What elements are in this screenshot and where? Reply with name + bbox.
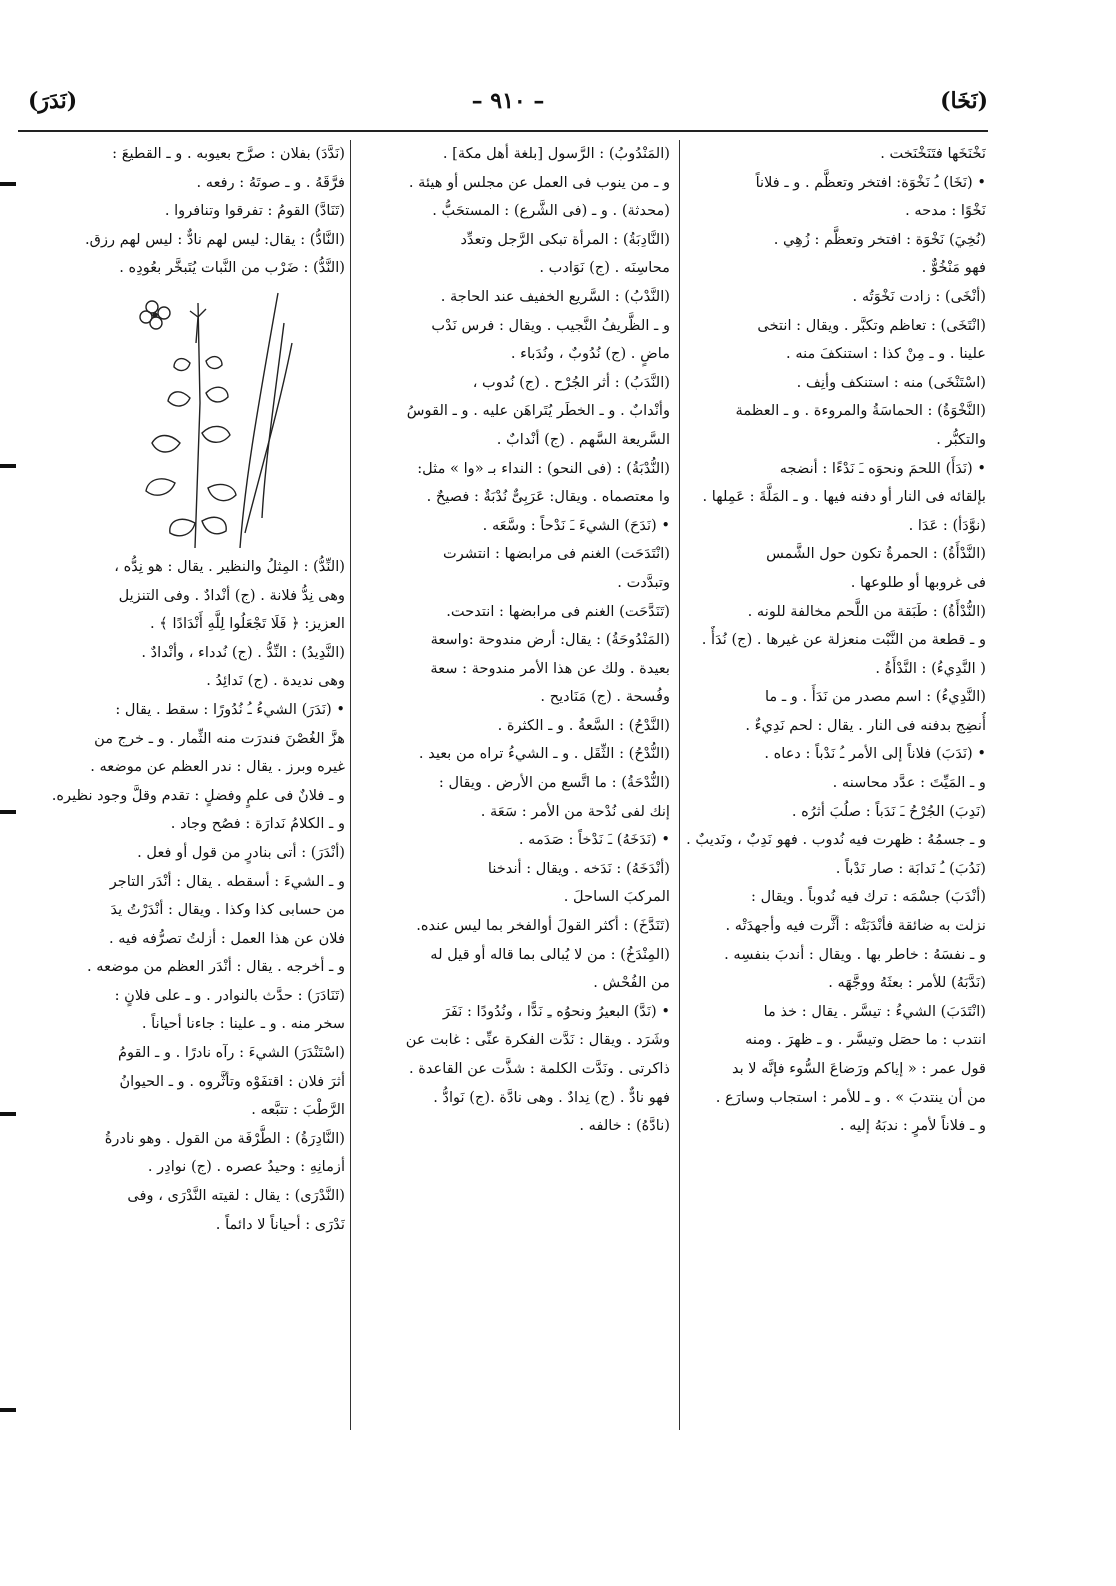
text-line: نَدْرَى : أحياناً لا دائماً . <box>215 1215 345 1233</box>
text-line: • (نَدَحَ) الشيءَ ـَ نَدْحاً : وسَّعَه . <box>482 516 670 534</box>
text-line: من حسابى كذا وكذا . ويقال : أنْدَرْتُ يدَ <box>110 901 345 919</box>
text-line: و ـ أخرجه . يقال : أنْدَر العظم من موضعه . <box>87 958 345 976</box>
margin-mark <box>0 464 16 468</box>
text-line: محاسِنَه . (ج) نَوَادب . <box>539 259 670 277</box>
text-line: وفُسحة . (ج) مَنَاديح . <box>540 688 670 706</box>
text-line: (النُّدْحُ) : الثِّقَل . و ـ الشيءُ تراه من بعيد . <box>418 745 670 763</box>
header-rule <box>18 130 988 132</box>
text-line: وشَرَد . ويقال : نَدَّت الفكرة عنِّى : غابت عن <box>405 1031 670 1049</box>
left-column <box>30 140 345 1239</box>
text-line: السَّريعة السَّهم . (ج) أنْدابٌ . <box>496 430 670 448</box>
text-line: أثرَ فلان : اقتفَوْه وتأثَّروه . و ـ الحيوانُ <box>119 1072 345 1090</box>
text-line: (النَّدْحُ) : السَّعةُ . و ـ الكثرة . <box>497 716 670 734</box>
text-line: (النَّخْوَةُ) : الحماسَةُ والمروءة . و ـ العظمة <box>735 402 986 420</box>
text-line: ( النَّدِيءُ) : النَّدْأَةُ . <box>875 659 986 677</box>
column-divider <box>350 140 351 1430</box>
text-line: (تَنَدَّحَت) الغنم فى مرابضها : انتدحت. <box>446 602 670 620</box>
text-line: (النَّدِيءُ) : اسم مصدر من نَدَأَ . و ـ ما <box>764 688 986 706</box>
text-line: و ـ نفسَهُ : خاطر بها . ويقال : أندبَ بنفسِه . <box>724 945 986 963</box>
text-line: غيره وبرز . يقال : ندر العظم عن موضعه . <box>90 758 345 776</box>
text-line: سخر منه . و ـ علينا : جاءنا أحياناً . <box>141 1015 345 1033</box>
text-line: و ـ فلاناً لأمرٍ : ندبَهُ إليه . <box>839 1117 986 1135</box>
text-line: أُنضِج بدفنه فى النار . يقال : لحم نَدِيءٌ . <box>745 716 986 734</box>
text-line: • (نَدَّ) البعيرُ ونحوُه ـِ نَدًّا ، ونُدُودًا : نَفَرَ <box>442 1002 670 1020</box>
text-line: (المِنْدَخُ) : من لا يُبالى بما قاله أو قيل له <box>430 945 670 963</box>
text-line: (نوَّدَأ) : عَدَا . <box>908 516 986 534</box>
text-line: و ـ الظَّريفُ النَّجيب . ويقال : فرس نَدْب <box>431 316 670 334</box>
text-line: والتكبُّر . <box>936 430 986 448</box>
text-line: (النَّدُّ) : ضَرْب من النَّبات يُتَبخَّر بعُودِه . <box>119 259 345 277</box>
text-line: (انْتَدَحَت) الغنم فى مرابضها : انتشرت <box>443 545 670 563</box>
text-line: فهو نادٌّ . (ج) نِدادٌ . وهى نادَّة .(ج) نَوادُّ . <box>433 1088 670 1106</box>
text-line: (المَنْدُوحَةُ) : يقال: أرض مندوحة :واسعة <box>430 631 670 649</box>
text-line: المركبَ الساحلَ . <box>563 888 670 906</box>
margin-mark <box>0 182 16 186</box>
text-line: (النِّدُّ) : المِثلُ والنظير . يقال : هو نِدُّه ، <box>114 557 345 575</box>
text-line: فرَّقَهُ . و ـ صوتَهُ : رفعه . <box>196 173 345 191</box>
text-line: (اسْتَنْخَى) منه : استنكف وأنِف . <box>796 373 986 391</box>
text-line: بعيدة . ولك عن هذا الأمر مندوحة : سعة <box>430 659 670 677</box>
text-line: نَخْنَخَها فتَنَخْنَخت . <box>880 145 986 162</box>
text-line: (نادَّهُ) : خالفه . <box>579 1117 670 1135</box>
text-line: (النَّدِيدُ) : النِّدُّ . (ج) نُدداء ، وأنْدادٌ . <box>141 643 345 661</box>
page-header <box>18 88 998 128</box>
text-line: (تَنَدَّخَ) : أكثر القولَ أوالفخر بما ليس عنده. <box>416 917 670 935</box>
text-line: ماضٍ . (ج) نُدُوبٌ ، ونُدَباء . <box>510 345 670 363</box>
text-line: • (نَدَبَ) فلاناً إلى الأمر ـُ نَدْباً : دعاه . <box>764 745 986 763</box>
text-line: فهو مَنْخُوٌّ . <box>921 259 986 277</box>
text-line: • (نَخَا) ـُ نَخْوَة: افتخر وتعظَّم . و ـ فلاناً <box>755 173 986 191</box>
text-line: وهى نِدُّ فلانة . (ج) أنْدادٌ . وفى التنزيل <box>118 586 345 604</box>
column-divider <box>679 140 680 1430</box>
text-line: (نَدَّبَهُ) للأمر : بعثَهُ ووجَّهَه . <box>828 974 986 992</box>
text-line: ذاكرتى . ونَدَّت الكلمة : شذَّت عن القاعدة . <box>408 1060 670 1077</box>
text-line: نَخْوًا : مدحه . <box>905 202 986 220</box>
text-line: نزلت به ضائقة فأنْدَبَتْه : أثَّرت فيه وأجهدَتْه . <box>725 917 986 935</box>
text-line: (نَدِبَ) الجُرْحُ ـَ نَدَباً : صلُبَ أثرُه . <box>791 802 986 820</box>
text-line: (انْتَخَى) : تعاظم وتكبَّر . ويقال : انتخى <box>757 316 986 334</box>
header-entry-start: (نَخَا) <box>940 88 988 114</box>
text-line: و ـ الشيءَ : أسقطه . يقال : أنْدَر التاجر <box>109 872 345 890</box>
text-line: (أنْدَخَهُ) : نَدَخه . ويقال : أندخنا <box>487 859 670 877</box>
margin-mark <box>0 1408 16 1412</box>
text-line: و ـ من ينوب فى العمل عن مجلس أو هيئة . <box>408 173 670 191</box>
text-line: فلان عن هذا العمل : أزلتُ تصرُّفه فيه . <box>109 929 345 947</box>
text-line: و ـ فلانٌ فى علمٍ وفضلٍ : تقدم وقلَّ وجود نظيره. <box>51 786 345 804</box>
text-line: • (نَدَخَهُ) ـَ نَدْخاً : صَدَمه . <box>518 831 670 849</box>
text-line: (النَّدْبُ) : السَّريع الخفيف عند الحاجة . <box>440 287 670 305</box>
text-line: (أنْدَرَ) : أتى بنادرٍ من قول أو فعل . <box>137 843 345 861</box>
text-line: و ـ المَيِّتَ : عدَّد محاسنه . <box>832 774 986 792</box>
text-line: انتدب : ما حصَل وتيسَّر . و ـ ظهرَ . ومنه <box>745 1031 986 1049</box>
text-line: (اسْتَنْدَرَ) الشيءَ : رآه نادرًا . و ـ القومُ <box>117 1044 345 1062</box>
text-line: (النَّادِبَةُ) : المرأة تبكى الرَّجل وتعدِّد <box>460 230 670 248</box>
page-number: – ٩١٠ – <box>471 88 545 114</box>
text-line: العزيز: ﴿ فَلَا تَجْعَلُوا لِلَّهِ أَنْدَادًا ﴾ . <box>150 615 345 633</box>
text-line: و ـ قطعة من النَّبْت منعزلة عن غيرها . (ج) نُدَأٌ . <box>701 631 986 649</box>
text-line: (تَنَادَرَ) : حدَّث بالنوادر . و ـ على فلانٍ : <box>114 986 345 1004</box>
text-line: (النَّادِرَةُ) : الطُّرْفَة من القول . وهو نادرةُ <box>104 1129 345 1147</box>
text-line: (النُّدْحَةُ) : ما اتَّسع من الأرض . ويقال : <box>438 774 670 792</box>
right-column <box>686 140 986 1141</box>
text-line: (النَّدْرَى) : يقال : لقيته النَّدْرَى ، وفى <box>127 1187 345 1205</box>
middle-column <box>358 140 670 1141</box>
text-line: فى غروبها أو طلوعها . <box>850 573 986 591</box>
text-line: (محدثة) . و ـ (فى الشَّرع) : المستحَبُّ . <box>432 202 670 220</box>
text-line: وأنْدابٌ . و ـ الخطَر يُتَراهَن عليه . و ـ القوسُ <box>406 402 670 420</box>
text-line: (النُّدْأَةُ) : طَبَقة من اللَّحم مخالفة للونه . <box>747 602 986 620</box>
text-line: (المَنْدُوبُ) : الرَّسول [بلغة أهل مكة] . <box>442 145 670 162</box>
text-line: (النَّدَبُ) : أثر الجُرْح . (ج) نُدوب ، <box>472 373 670 391</box>
margin-mark <box>0 810 16 814</box>
text-line: (أنْدَبَ) جسْمَه : ترك فيه نُدوباً . ويقال : <box>751 888 986 906</box>
text-line: (نَدُبَ) ـُ نَدابَة : صار نَدْباً . <box>835 859 986 877</box>
text-line: (النَّادُّ) : يقال: ليس لهم نادٌّ : ليس لهم رزق. <box>85 230 345 248</box>
text-line: (نَدَّدَ) بفلان : صرَّح بعيوبه . و ـ القطيعَ : <box>112 145 345 162</box>
text-line: وا معتصماه . ويقال: عَرَبِىٌّ نُدْبَةٌ : فصيحٌ . <box>426 488 670 506</box>
text-line: و ـ جسمُهُ : ظهرت فيه نُدوب . فهو نَدِبٌ ، ونَديبٌ . <box>686 831 986 849</box>
text-line: • (نَدَرَ) الشيءُ ـُ نُدُورًا : سقط . يقال : <box>115 700 345 718</box>
text-line: (انْتَدَبَ) الشيءُ : تيسَّر . يقال : خذ ما <box>763 1002 986 1020</box>
text-line: أزمانِهِ : وحيدُ عصره . (ج) نوادِر . <box>147 1158 345 1176</box>
text-line: من أن ينتدبَ » . و ـ للأمر : استجاب وسارَع . <box>715 1088 986 1106</box>
text-line: (النُّدْبَةُ) : (فى النحو) : النداء بـ «وا » مثل: <box>417 459 670 477</box>
text-line: قول عمر : « إياكم ورَضاعَ السُّوء فإنَّه لا بد <box>731 1060 986 1077</box>
text-line: علينا . و ـ مِنْ كذا : استنكفَ منه . <box>786 345 986 363</box>
text-line: الرَّطْبَ : تتبَّعه . <box>251 1101 345 1119</box>
text-line: (تَنَادَّ) القومُ : تفرقوا وتنافروا . <box>164 202 345 220</box>
text-line: و ـ الكلامُ نَدارَة : فصُح وجاد . <box>170 815 345 833</box>
text-line: • (نَدَأَ) اللحمَ ونحوَه ـَ نَدْءًا : أنضجه <box>779 459 986 477</box>
text-line: من الفُحْش . <box>593 974 670 992</box>
text-line: هزَّ الغُصْنَ فندرَت منه الثِّمار . و ـ خرج من <box>94 729 345 747</box>
text-line: وهى نديدة . (ج) نَدائِدُ . <box>206 672 345 690</box>
text-line: وتبدَّدت . <box>617 573 670 591</box>
plant-illustration <box>30 283 345 553</box>
margin-mark <box>0 1112 16 1116</box>
text-line: (النَّدْأَةُ) : الحمرةُ تكون حول الشَّمس <box>766 545 986 563</box>
text-line: (أنْخَى) : زادت نَخْوَتُه . <box>852 287 986 305</box>
text-line: بإلقائه فى النار أو دفنه فيها . و ـ المَلَّةَ : عَمِلها . <box>702 488 986 506</box>
text-line: (نُخِيَ) نَخْوَة : افتخر وتعظَّم : زُهِي . <box>773 230 986 248</box>
header-entry-end: (نَدَرَ) <box>28 88 78 114</box>
text-line: إنك لفى نُدْحة من الأمر : سَعَة . <box>480 802 670 820</box>
plant-icon <box>30 283 345 553</box>
